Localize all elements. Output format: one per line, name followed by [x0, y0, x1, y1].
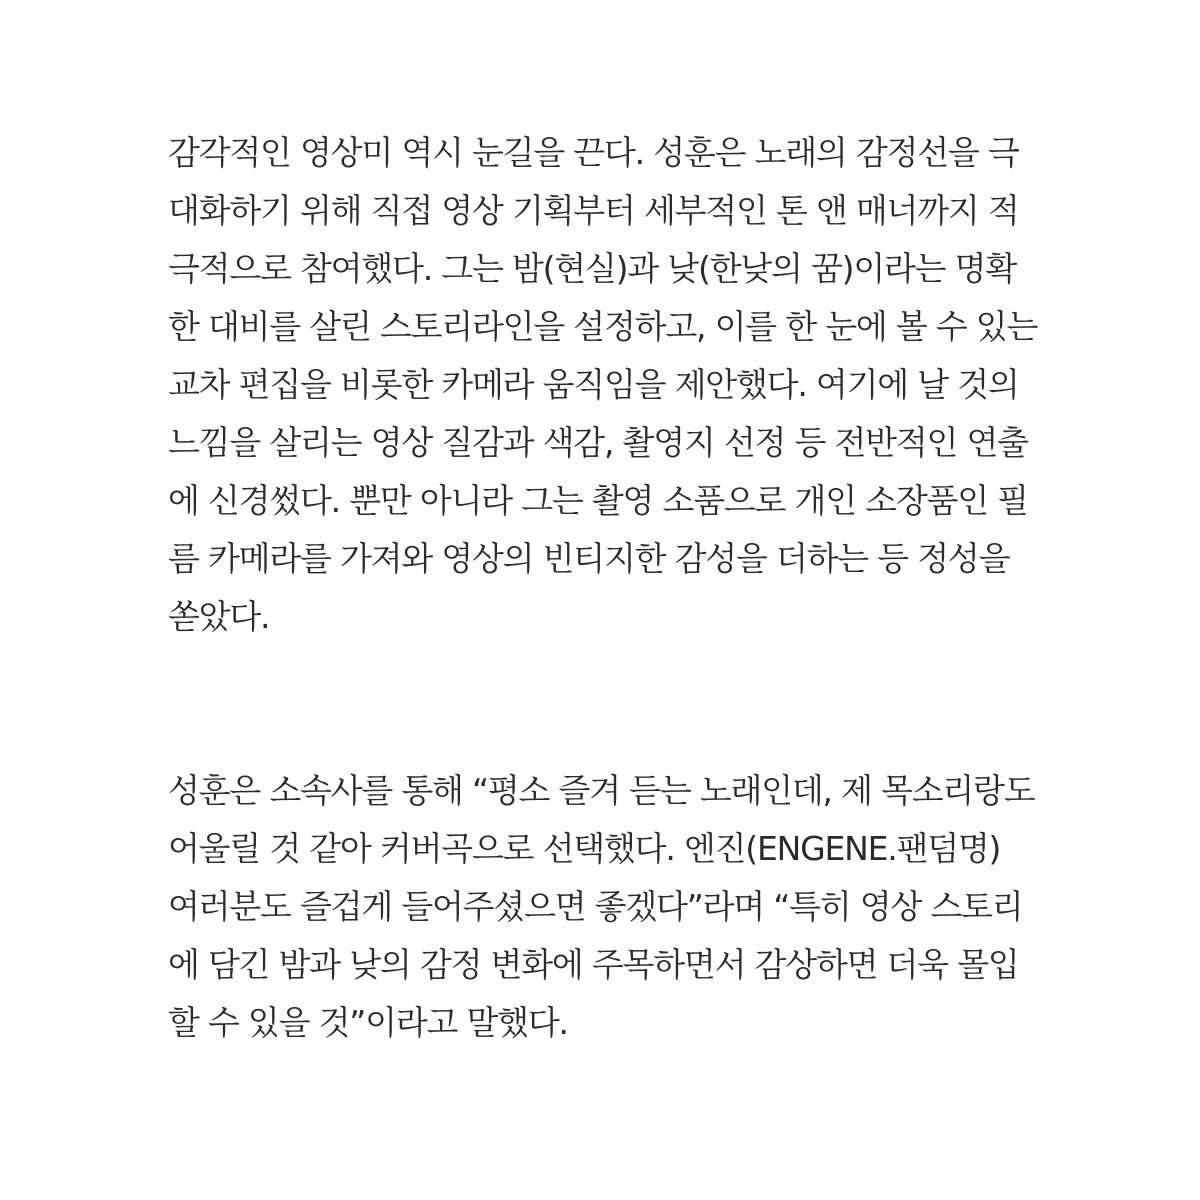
text-line: 여러분도 즐겁게 들어주셨으면 좋겠다”라며 “특히 영상 스토리 [168, 887, 1023, 926]
paragraph-2 [168, 762, 1048, 1052]
text-line: 감각적인 영상미 역시 눈길을 끈다. 성훈은 노래의 감정선을 극 [168, 133, 1019, 172]
paragraph-spacer [168, 646, 1048, 762]
text-line: 쏟았다. [168, 597, 270, 636]
text-line: 어울릴 것 같아 커버곡으로 선택했다. 엔진(ENGENE.팬덤명) [168, 829, 1001, 868]
text-line: 대화하기 위해 직접 영상 기획부터 세부적인 톤 앤 매너까지 적 [168, 191, 1019, 230]
paragraph-1 [168, 124, 1048, 646]
text-line: 름 카메라를 가져와 영상의 빈티지한 감성을 더하는 등 정성을 [168, 539, 1010, 578]
article-body [168, 124, 1048, 1052]
text-line: 한 대비를 살린 스토리라인을 설정하고, 이를 한 눈에 볼 수 있는 [168, 307, 1038, 346]
text-line: 극적으로 참여했다. 그는 밤(현실)과 낮(한낮의 꿈)이라는 명확 [168, 249, 1016, 288]
text-line: 할 수 있을 것”이라고 말했다. [168, 1003, 568, 1042]
text-line: 느낌을 살리는 영상 질감과 색감, 촬영지 선정 등 전반적인 연출 [168, 423, 1028, 462]
text-line: 성훈은 소속사를 통해 “평소 즐겨 듣는 노래인데, 제 목소리랑도 [168, 771, 1035, 810]
text-line: 에 신경썼다. 뿐만 아니라 그는 촬영 소품으로 개인 소장품인 필 [168, 481, 1028, 520]
text-line: 교차 편집을 비롯한 카메라 움직임을 제안했다. 여기에 날 것의 [168, 365, 1019, 404]
text-line: 에 담긴 밤과 낮의 감정 변화에 주목하면서 감상하면 더욱 몰입 [168, 945, 1019, 984]
